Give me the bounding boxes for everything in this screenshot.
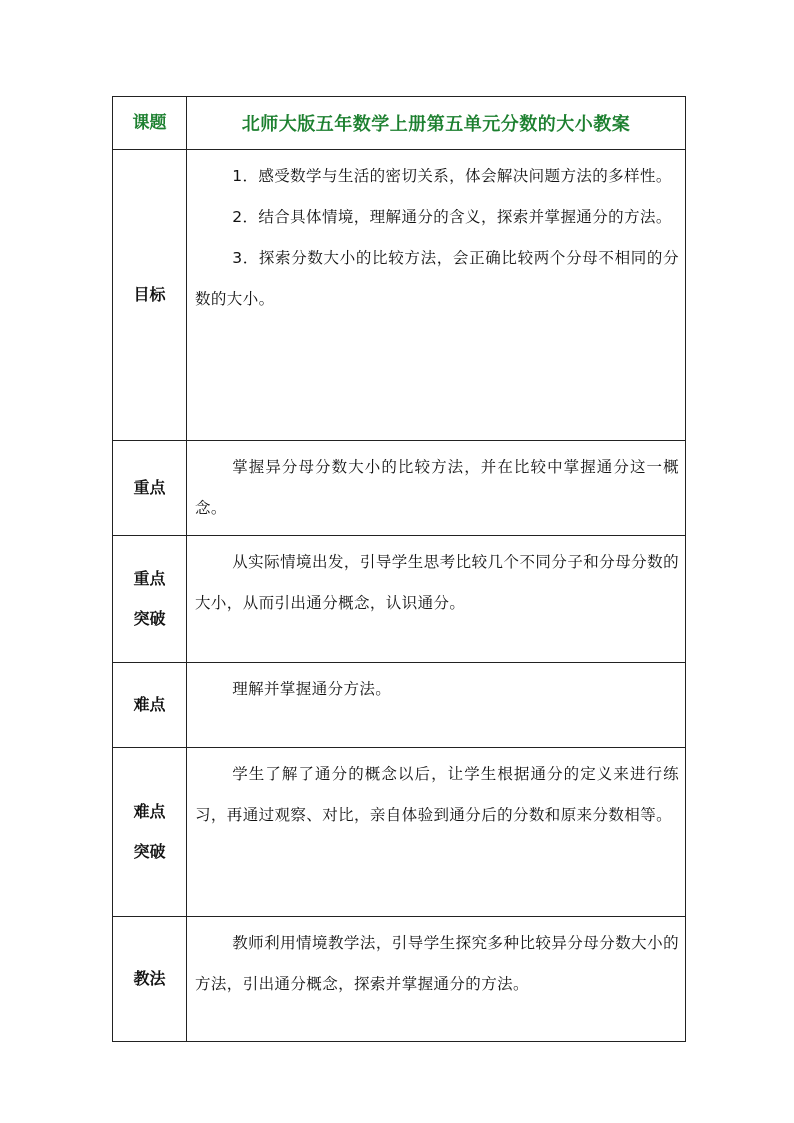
difficulty-breakthrough-row — [113, 748, 686, 917]
goal-item-1: 1．感受数学与生活的密切关系，体会解决问题方法的多样性。 — [232, 167, 672, 185]
key-breakthrough-label-line-1: 重点 — [133, 569, 166, 588]
key-point-row — [113, 441, 686, 536]
goal-item-3: 3．探索分数大小的比较方法，会正确比较两个分母不相同的分数的大小。 — [195, 249, 679, 308]
key-point-text: 掌握异分母分数大小的比较方法，并在比较中掌握通分这一概念。 — [195, 458, 679, 517]
difficulty-row — [113, 663, 686, 748]
key-point-content — [187, 441, 686, 536]
key-breakthrough-content — [187, 536, 686, 663]
teaching-method-row — [113, 917, 686, 1042]
difficulty-content — [187, 663, 686, 748]
goals-row — [113, 150, 686, 441]
difficulty-breakthrough-label-line-2: 突破 — [133, 842, 166, 861]
goals-label: 目标 — [113, 150, 187, 441]
title-row — [113, 97, 686, 150]
difficulty-breakthrough-label-line-1: 难点 — [133, 802, 166, 821]
key-point-label: 重点 — [113, 441, 187, 536]
lesson-title: 北师大版五年数学上册第五单元分数的大小教案 — [187, 97, 686, 150]
title-label: 课题 — [113, 97, 187, 150]
difficulty-label: 难点 — [113, 663, 187, 748]
teaching-method-content — [187, 917, 686, 1042]
difficulty-breakthrough-text: 学生了解了通分的概念以后，让学生根据通分的定义来进行练习，再通过观察、对比，亲自体验到通分后的分数和原来分数相等。 — [195, 765, 679, 824]
difficulty-text: 理解并掌握通分方法。 — [232, 680, 392, 698]
key-breakthrough-label-line-2: 突破 — [133, 609, 166, 628]
difficulty-breakthrough-content — [187, 748, 686, 917]
key-breakthrough-text: 从实际情境出发，引导学生思考比较几个不同分子和分母分数的大小，从而引出通分概念，认识通分。 — [195, 553, 679, 612]
difficulty-breakthrough-label — [113, 748, 187, 917]
lesson-plan-table — [112, 96, 686, 1042]
teaching-method-text: 教师利用情境教学法，引导学生探究多种比较异分母分数大小的方法，引出通分概念，探索并掌握通分的方法。 — [195, 934, 679, 993]
goal-item-2: 2．结合具体情境，理解通分的含义，探索并掌握通分的方法。 — [232, 208, 672, 226]
key-breakthrough-row — [113, 536, 686, 663]
key-breakthrough-label — [113, 536, 187, 663]
goals-content — [187, 150, 686, 441]
teaching-method-label: 教法 — [113, 917, 187, 1042]
